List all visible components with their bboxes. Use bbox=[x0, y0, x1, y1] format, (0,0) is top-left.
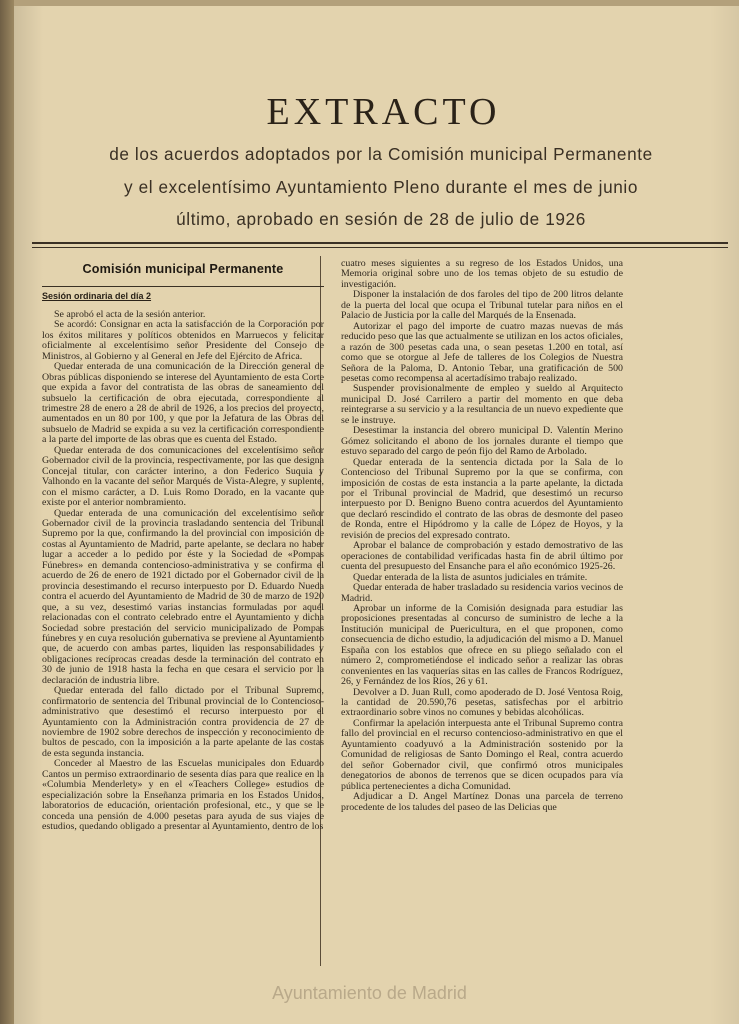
section-heading: Comisión municipal Permanente bbox=[82, 262, 284, 276]
header-rule-top bbox=[32, 242, 728, 244]
paragraph: Suspender provisionalmente de empleo y sueldo al Arquitecto municipal D. José Carrilero a partir del momento en que deba reintegrarse a su servicio y a la resultancia de un nuevo expediente que se le instruye. bbox=[341, 383, 623, 426]
paragraph: cuatro meses siguientes a su regreso de los Estados Unidos, una Memoria original sobre uno de los temas objeto de su estudio de investigación. bbox=[341, 258, 623, 290]
paragraph: Aprobar un informe de la Comisión designada para estudiar las proposiciones presentadas al concurso de suministro de leche a la Institución municipal de Puericultura, en el que proponen, como consecuencia de dicho estudio, la adjudicación del mismo a D. Manuel España con los establos que ofrece en su pliego señalado con el número 2, comprometiéndose el indicado señor a realizar las obras convenientes en las vaquerías sitas en las calles de Francos Rodríguez, 26, y Fernández de los Ríos, 26 y 61. bbox=[341, 602, 623, 688]
paragraph: Devolver a D. Juan Rull, como apoderado de D. José Ventosa Roig, la cantidad de 20.590,76 pesetas, satisfechas por el arbitrio extraordinario sobre vinos no comunes y bebidas alcohólicas. bbox=[341, 686, 623, 719]
header-rule-bottom bbox=[32, 247, 728, 248]
paragraph: Quedar enterada del fallo dictado por el Tribunal Supremo, confirmatorio de sentencia del Tribunal provincial de lo Contencioso-administrativo que desestimó el recurso interpuesto por el Ayuntamiento con la Administración contra providencia de 27 de noviembre de 1902 sobre derechos de inspección y reconocimiento de bultos de pescado, con la imposición a la parte apelante de las costas de esta segunda instancia. bbox=[42, 685, 324, 759]
paragraph: Quedar enterada de la sentencia dictada por la Sala de lo Contencioso del Tribunal Supremo por la que se confirma, con imposición de costas de esta instancia a la parte apelante, la dictada por el Tribunal provincial de Madrid, que desestimó un recurso interpuesto por D. Benigno Bueno contra acuerdos del Ayuntamiento que declaró rescindido el contrato de las obras de desmonte del paseo de Ronda, entre el Hipódromo y la calle de López de Hoyos, y la revisión de precios del expresado contrato. bbox=[341, 456, 623, 541]
paragraph: Quedar enterada de dos comunicaciones del excelentísimo señor Gobernador civil de la provincia, respectivamente, por las que designa Concejal titular, con carácter interino, a don Federico Suquia y Valhondo en la vacante del señor Marqués de Vista-Alegre, y suplente, con el mismo carácter, a D. Luis Romo Dorado, en la vacante que existe por el anterior nombramiento. bbox=[42, 444, 324, 509]
paragraph: Aprobar el balance de comprobación y estado demostrativo de las operaciones de contabilidad verificadas hasta fin de abril último por cuenta del presupuesto del Ensanche para el año económico 1925-26. bbox=[341, 540, 623, 573]
paragraph: Autorizar el pago del importe de cuatro mazas nuevas de más reducido peso que las que actualmente se utilizan en los actos oficiales, a razón de 300 pesetas cada una, o sean pesetas 1.200 en total, así como que se otorgue al Jefe de talleres de los Colegios de Nuestra Señora de la Paloma, D. Antonio Tebar, una gratificación de 500 pesetas como recompensa al acertadísimo trabajo realizado. bbox=[341, 320, 623, 384]
subtitle-line-3: último, aprobado en sesión de 28 de julio de 1926 bbox=[176, 209, 586, 229]
subtitle-line-1: de los acuerdos adoptados por la Comisión municipal Permanente bbox=[109, 144, 653, 164]
paragraph: Quedar enterada de la lista de asuntos judiciales en trámite. bbox=[353, 571, 588, 583]
paragraph: Se acordó: Consignar en acta la satisfacción de la Corporación por los éxitos militares y políticos obtenidos en Marruecos y felicitar oficialmente al excelentísimo señor Presidente del Consejo de Ministros, al Gobierno y al General en Jefe del Ejército de Africa. bbox=[42, 319, 324, 362]
book-spine-shadow bbox=[0, 0, 14, 1024]
paragraph: Conceder al Maestro de las Escuelas municipales don Eduardo Cantos un permiso extraordinario de sesenta días para que realice en la «Columbia Menderlety» y en el «Teachers College» estudios de especialización sobre la Enseñanza primaria en los Estados Unidos, laboratorios de educación, orientación profesional, etc., y que se le conceda una pensión de 4.000 pesetas para ayuda de sus viajes de estudios, quedando obligado a presentar al Ayuntamiento, dentro de los bbox=[42, 758, 324, 833]
subtitle-line-2: y el excelentísimo Ayuntamiento Pleno durante el mes de junio bbox=[124, 177, 638, 197]
paragraph: Quedar enterada de una comunicación del excelentísimo señor Gobernador civil de la provincia trasladando sentencia del Tribunal Supremo por la que, confirmando la del provincial con imposición de costas al Ayuntamiento de Madrid, parte apelante, se declara no haber lugar a acceder a lo pedido por éste y la Sociedad de «Pompas Fúnebres» en demanda contencioso-administrativa y se confirma el acuerdo de 26 de enero de 1921 dictado por el Gobernador civil de la provincia desestimando el recurso interpuesto por D. Eduardo Nueda contra el acuerdo del Ayuntamiento de Madrid de 30 de marzo de 1920 que, a su vez, desestimó varias instancias formuladas por aquél relacionadas con el contrato celebrado entre el Ayuntamiento y dicha Sociedad sobre prestación del servicio municipalizado de Pompas fúnebres y en cuya resolución gubernativa se previene al Ayuntamiento que, de acuerdo con ambas partes, liquiden las responsabilidades y obligaciones recíprocas creadas desde la terminación del contrato en 30 de junio de 1918 hasta la fecha en que cesara el servicio por la declaración de industria libre. bbox=[42, 507, 324, 686]
document-title: EXTRACTO bbox=[266, 91, 501, 133]
paragraph: Quedar enterada de haber trasladado su residencia varios vecinos de Madrid. bbox=[341, 582, 623, 604]
paragraph: Quedar enterada de una comunicación de la Dirección general de Obras públicas disponiendo se interese del Ayuntamiento de esta Corte que expida a favor del contratista de las obras de saneamiento del subsuelo la certificación de obra ejecutada, correspondiente al trimestre 28 de enero a 28 de abril de 1926, a los precios del proyecto, aumentados en un 80 por 100, y que por la Jefatura de las Obras del subsuelo de Madrid se expida a su vez la certificación correspondiente a la parte del importe de las obras que es cuenta del Estado. bbox=[42, 361, 324, 446]
paragraph: Disponer la instalación de dos faroles del tipo de 200 litros delante de la puerta del local que ocupa el Tribunal tutelar para niños en el Palacio de Justicia por la calle del Marqués de la Ensenada. bbox=[341, 289, 623, 322]
left-column bbox=[42, 256, 324, 833]
watermark: Ayuntamiento de Madrid bbox=[272, 983, 467, 1003]
document-page bbox=[14, 6, 739, 1024]
paragraph: Desestimar la instancia del obrero municipal D. Valentín Merino Gómez solicitando el abono de los jornales durante el tiempo que estuvo separado del cargo de peón fijo del Ramo de Arbolado. bbox=[341, 425, 623, 458]
paragraph: Adjudicar a D. Angel Martínez Donas una parcela de terreno procedente de los taludes del paseo de las Delicias que bbox=[341, 791, 623, 813]
paragraph: Se aprobó el acta de la sesión anterior. bbox=[54, 308, 206, 320]
session-heading: Sesión ordinaria del día 2 bbox=[42, 291, 152, 302]
section-rule bbox=[42, 286, 324, 287]
right-column bbox=[341, 259, 623, 813]
paragraph: Confirmar la apelación interpuesta ante el Tribunal Supremo contra fallo del provincial en el recurso contencioso-administrativo en que el Ayuntamiento coadyuvó a la Administración sostenido por la Comunidad de religiosas de Santo Domingo el Real, contra acuerdo del señor Gobernador civil, que confirmó otros municipales denegatorios de abonos de terrenos que se dicen ocupados para vía pública pertenecientes a dicha Comunidad. bbox=[341, 717, 623, 792]
